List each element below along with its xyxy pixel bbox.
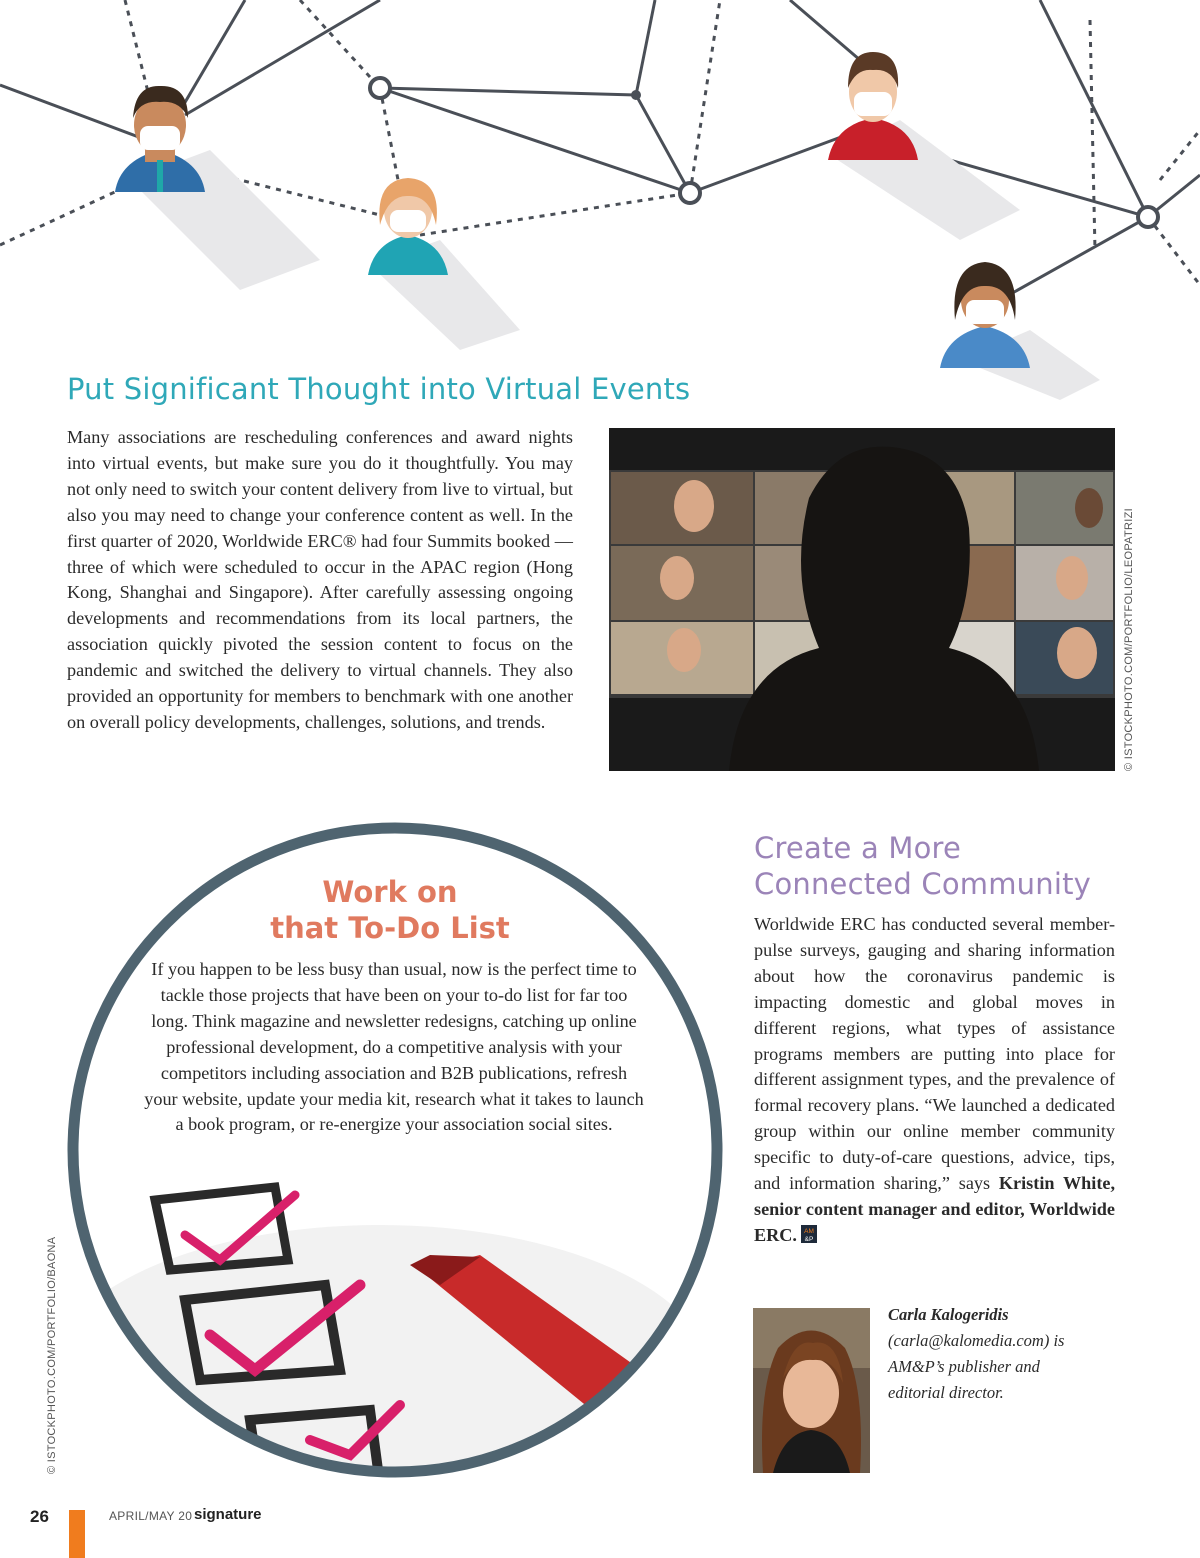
photo-credit-baona: © ISTOCKPHOTO.COM/PORTFOLIO/BAONA <box>46 1236 58 1474</box>
footer-accent-bar <box>69 1510 85 1558</box>
community-title-line1: Create a More <box>754 831 962 865</box>
section-title-connected-community <box>754 830 1134 902</box>
amp-end-logo <box>801 1225 817 1243</box>
todo-title-line2: that To-Do List <box>270 911 510 945</box>
author-description: (carla@kalomedia.com) is AM&P’s publisher and editorial director. <box>888 1331 1065 1402</box>
section-title-virtual-events: Put Significant Thought into Virtual Events <box>67 372 691 406</box>
todo-title-line1: Work on <box>322 875 458 909</box>
amp-logo-bottom: &P <box>804 1235 814 1243</box>
page-number: 26 <box>30 1507 49 1526</box>
amp-logo-top: AM <box>804 1227 814 1235</box>
connected-community-paragraph <box>754 912 1115 1249</box>
person-avatar-blue-suit <box>115 86 320 290</box>
video-conference-photo <box>609 428 1115 771</box>
author-portrait <box>753 1308 870 1473</box>
issue-date: APRIL/MAY 20 <box>109 1509 193 1523</box>
photo-credit-leopatrizi: © ISTOCKPHOTO.COM/PORTFOLIO/LEOPATRIZI <box>1123 508 1135 771</box>
magazine-brand: signature <box>194 1506 262 1523</box>
todo-list-paragraph: If you happen to be less busy than usual, now is the perfect time to tackle those projects that have been on your to-do list for far too long. Think magazine and newsletter redesigns, catching up online professional development, do a competitive analysis with your competitors including association and B2B publications, refresh your website, update your media kit, research what it takes to launch a book program, or re-energize your association social sites. <box>144 959 644 1135</box>
person-avatar-red-shirt <box>828 52 1020 240</box>
community-quote-attribution: Kristin White, senior content manager and editor, Worldwide ERC. <box>754 1173 1116 1245</box>
author-name: Carla Kalogeridis <box>888 1305 1009 1324</box>
community-body-text: Worldwide ERC has conducted several member-pulse surveys, gauging and sharing information about how the coronavirus pandemic is impacting domestic and global moves in different regions, what types of assistance programs members are putting into place for different assignment types, and the prevalence of formal recovery plans. “We launched a dedicated group within our online member community specific to duty-of-care questions, advice, tips, and information sharing,” says <box>754 914 1115 1194</box>
person-avatar-teal-shirt <box>368 178 520 350</box>
section-title-todo-list <box>190 874 590 946</box>
virtual-events-paragraph: Many associations are rescheduling conferences and award nights into virtual events, but make sure you do it thoughtfully. You may not only need to switch your content delivery from live to virtual, but also you may need to change your conference content as well. In the first quarter of 2020, Worldwide ERC® had four Summits booked — three of which were scheduled to occur in the APAC region (Hong Kong, Shanghai and Singapore). After carefully assessing ongoing developments and recommendations from its local partners, the association quickly pivoted the session content to focus on the pandemic and switched the delivery to virtual channels. They also provided an opportunity for members to benchmark with one another on overall policy developments, challenges, solutions, and trends. <box>67 427 573 732</box>
network-illustration <box>0 0 1200 430</box>
community-title-line2: Connected Community <box>754 867 1092 901</box>
author-bio <box>888 1302 1088 1406</box>
person-avatar-light-blue-jacket <box>940 262 1100 400</box>
